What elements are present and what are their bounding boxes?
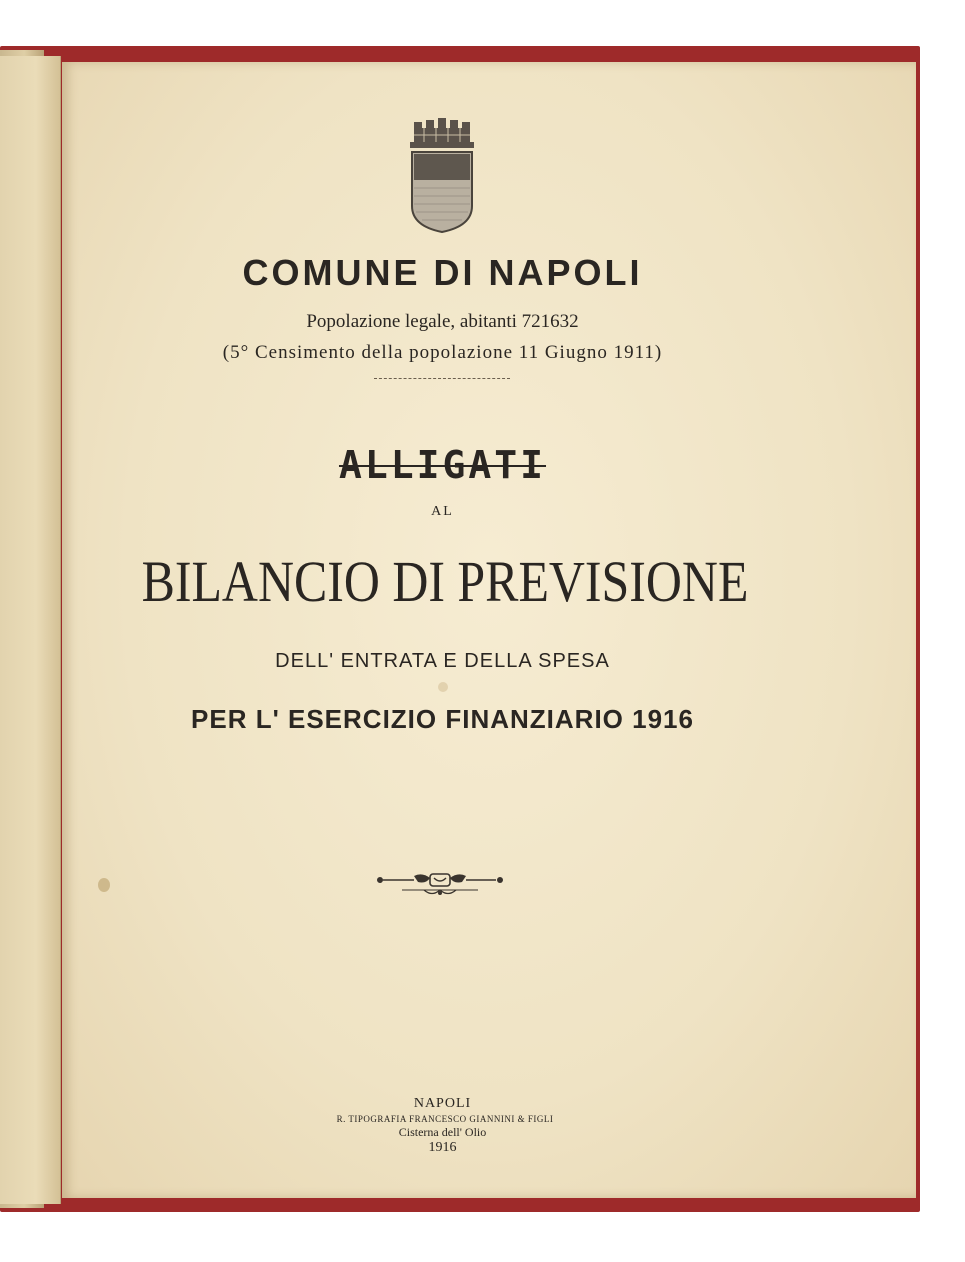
subtitle: DELL' ENTRATA E DELLA SPESA — [275, 650, 610, 672]
foxing-spot — [98, 878, 110, 892]
imprint-printer: R. TIPOGRAFIA FRANCESCO GIANNINI & FIGLI — [336, 1114, 554, 1124]
foxing-spot — [438, 682, 448, 692]
municipality-title: COMUNE DI NAPOLI — [242, 252, 643, 293]
population-line: Popolazione legale, abitanti 721632 — [306, 311, 579, 332]
main-title: BILANCIO DI PREVISIONE — [141, 549, 749, 614]
census-line: (5° Censimento della popolazione 11 Giugno 1911) — [222, 342, 663, 363]
fiscal-year-line: PER L' ESERCIZIO FINANZIARIO 1916 — [191, 704, 694, 734]
alligati-heading: ALLIGATI — [338, 443, 547, 487]
dotted-divider — [374, 378, 510, 379]
connector-word: AL — [431, 504, 454, 519]
city-crest-icon — [404, 118, 480, 236]
left-page-edge — [0, 56, 61, 1204]
imprint-address: Cisterna dell' Olio — [398, 1125, 487, 1139]
title-page — [62, 62, 916, 1198]
imprint-year: 1916 — [428, 1140, 457, 1155]
imprint-city: NAPOLI — [413, 1096, 472, 1111]
decorative-ornament-icon — [374, 870, 506, 898]
